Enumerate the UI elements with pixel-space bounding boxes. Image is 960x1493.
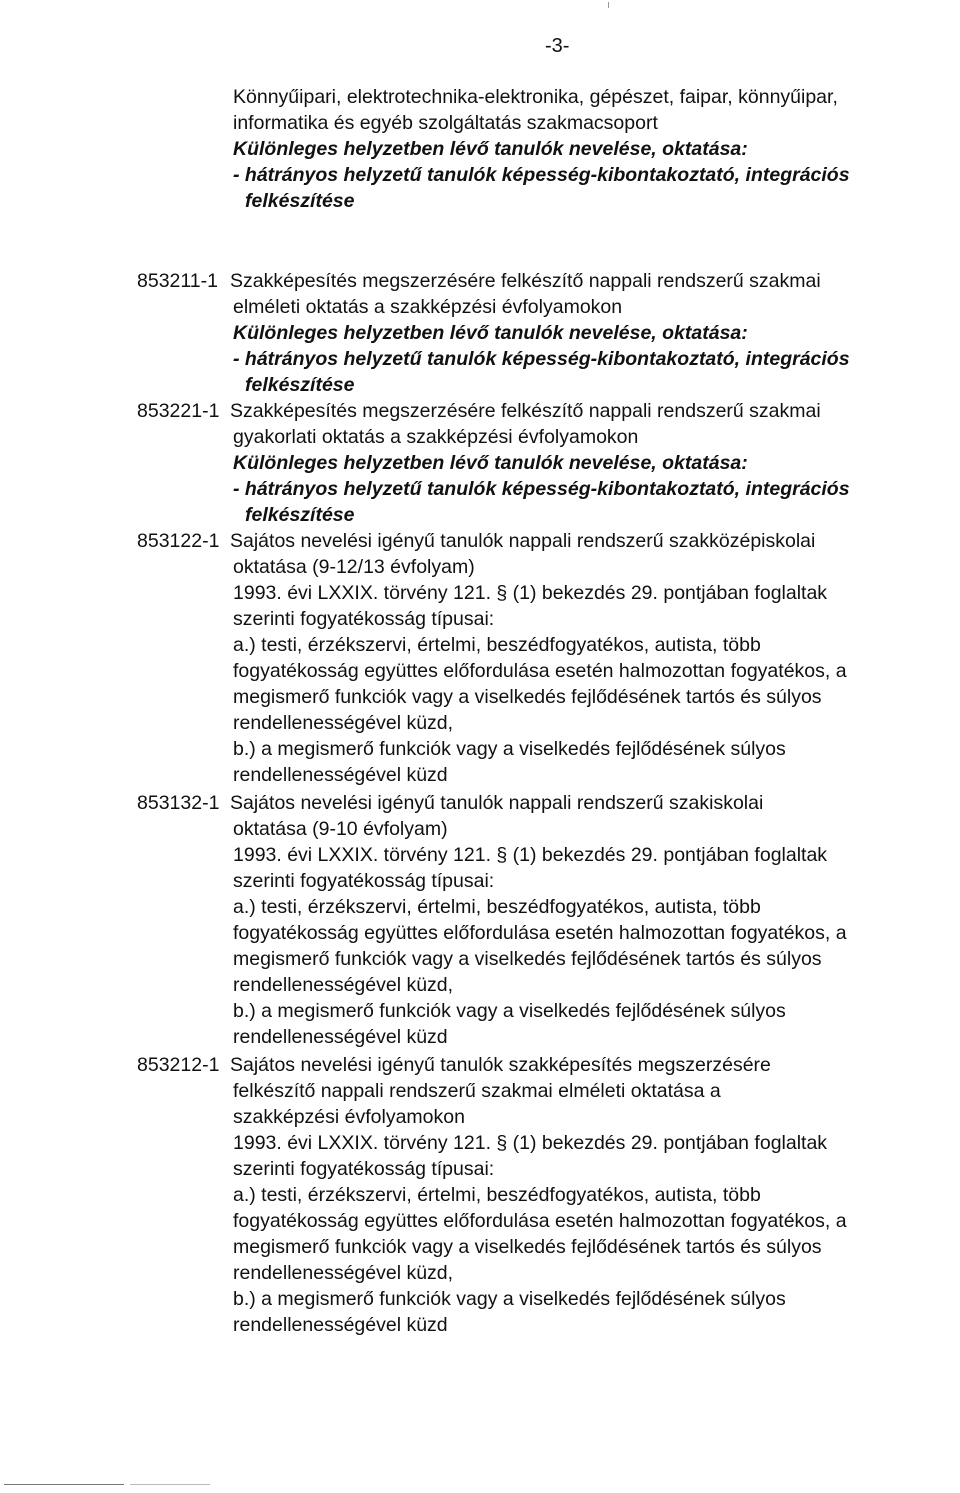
entry-line: Különleges helyzetben lévő tanulók nevelése, oktatása: xyxy=(233,322,748,344)
entry-line: b.) a megismerő funkciók vagy a viselkedés fejlődésének súlyos xyxy=(233,738,786,760)
entry-line: rendellenességével küzd xyxy=(233,1314,448,1336)
entry-line: Szakképesítés megszerzésére felkészítő nappali rendszerű szakmai xyxy=(230,270,821,292)
entry-line: felkészítő nappali rendszerű szakmai elméleti oktatása a xyxy=(233,1080,721,1102)
entry-line: rendellenességével küzd, xyxy=(233,712,454,734)
entry-line: megismerő funkciók vagy a viselkedés fejlődésének tartós és súlyos xyxy=(233,948,822,970)
entry-line: gyakorlati oktatás a szakképzési évfolyamokon xyxy=(233,426,639,448)
entry-line: fogyatékosság együttes előfordulása esetén halmozottan fogyatékos, a xyxy=(233,660,847,682)
entry-code: 853212-1 xyxy=(137,1054,220,1076)
scan-artifact-line xyxy=(4,1484,124,1485)
entry-code: 853132-1 xyxy=(137,792,220,814)
entry-code: 853221-1 xyxy=(137,400,220,422)
entry-line: szerinti fogyatékosság típusai: xyxy=(233,870,495,892)
entry-line: megismerő funkciók vagy a viselkedés fejlődésének tartós és súlyos xyxy=(233,1236,822,1258)
entry-code: 853122-1 xyxy=(137,530,220,552)
page-number: -3- xyxy=(545,35,570,57)
entry-line: 1993. évi LXXIX. törvény 121. § (1) bekezdés 29. pontjában foglaltak xyxy=(233,844,828,866)
entry-line: a.) testi, érzékszervi, értelmi, beszédfogyatékos, autista, több xyxy=(233,1184,761,1206)
entry-line: rendellenességével küzd, xyxy=(233,1262,454,1284)
entry-line: szerinti fogyatékosság típusai: xyxy=(233,608,495,630)
entry-line: 1993. évi LXXIX. törvény 121. § (1) bekezdés 29. pontjában foglaltak xyxy=(233,582,828,604)
entry-line: szerinti fogyatékosság típusai: xyxy=(233,1158,495,1180)
entry-line: a.) testi, érzékszervi, értelmi, beszédfogyatékos, autista, több xyxy=(233,634,761,656)
entry-line: rendellenességével küzd xyxy=(233,1026,448,1048)
entry-line: szakképzési évfolyamokon xyxy=(233,1106,465,1128)
entry-line: Sajátos nevelési igényű tanulók nappali rendszerű szakiskolai xyxy=(230,792,764,814)
entry-line: - hátrányos helyzetű tanulók képesség-kibontakoztató, integrációs xyxy=(233,478,850,500)
entry-code: 853211-1 xyxy=(137,270,218,292)
intro-line-2: informatika és egyéb szolgáltatás szakmacsoport xyxy=(233,112,658,134)
entry-line: 1993. évi LXXIX. törvény 121. § (1) bekezdés 29. pontjában foglaltak xyxy=(233,1132,828,1154)
entry-line: Különleges helyzetben lévő tanulók nevelése, oktatása: xyxy=(233,452,748,474)
entry-line: rendellenességével küzd, xyxy=(233,974,454,996)
intro-line-3: Különleges helyzetben lévő tanulók nevelése, oktatása: xyxy=(233,138,748,160)
entry-line: megismerő funkciók vagy a viselkedés fejlődésének tartós és súlyos xyxy=(233,686,822,708)
entry-line: fogyatékosság együttes előfordulása esetén halmozottan fogyatékos, a xyxy=(233,922,847,944)
entry-line: Sajátos nevelési igényű tanulók nappali rendszerű szakközépiskolai xyxy=(230,530,816,552)
entry-line: Szakképesítés megszerzésére felkészítő nappali rendszerű szakmai xyxy=(230,400,821,422)
scan-artifact-dot xyxy=(608,2,609,8)
scan-artifact-line xyxy=(130,1484,210,1485)
intro-line-4: - hátrányos helyzetű tanulók képesség-kibontakoztató, integrációs xyxy=(233,164,850,186)
entry-line: Sajátos nevelési igényű tanulók szakképesítés megszerzésére xyxy=(230,1054,771,1076)
entry-line: rendellenességével küzd xyxy=(233,764,448,786)
entry-line: b.) a megismerő funkciók vagy a viselkedés fejlődésének súlyos xyxy=(233,1288,786,1310)
entry-line: oktatása (9-12/13 évfolyam) xyxy=(233,556,475,578)
entry-line: b.) a megismerő funkciók vagy a viselkedés fejlődésének súlyos xyxy=(233,1000,786,1022)
entry-line: elméleti oktatás a szakképzési évfolyamokon xyxy=(233,296,623,318)
entry-line: - hátrányos helyzetű tanulók képesség-kibontakoztató, integrációs xyxy=(233,348,850,370)
intro-line-5: felkészítése xyxy=(245,190,355,212)
entry-line: fogyatékosság együttes előfordulása esetén halmozottan fogyatékos, a xyxy=(233,1210,847,1232)
entry-line: a.) testi, érzékszervi, értelmi, beszédfogyatékos, autista, több xyxy=(233,896,761,918)
entry-line: oktatása (9-10 évfolyam) xyxy=(233,818,448,840)
entry-line: felkészítése xyxy=(245,374,355,396)
entry-line: felkészítése xyxy=(245,504,355,526)
intro-line-1: Könnyűipari, elektrotechnika-elektronika, gépészet, faipar, könnyűipar, xyxy=(233,86,838,108)
